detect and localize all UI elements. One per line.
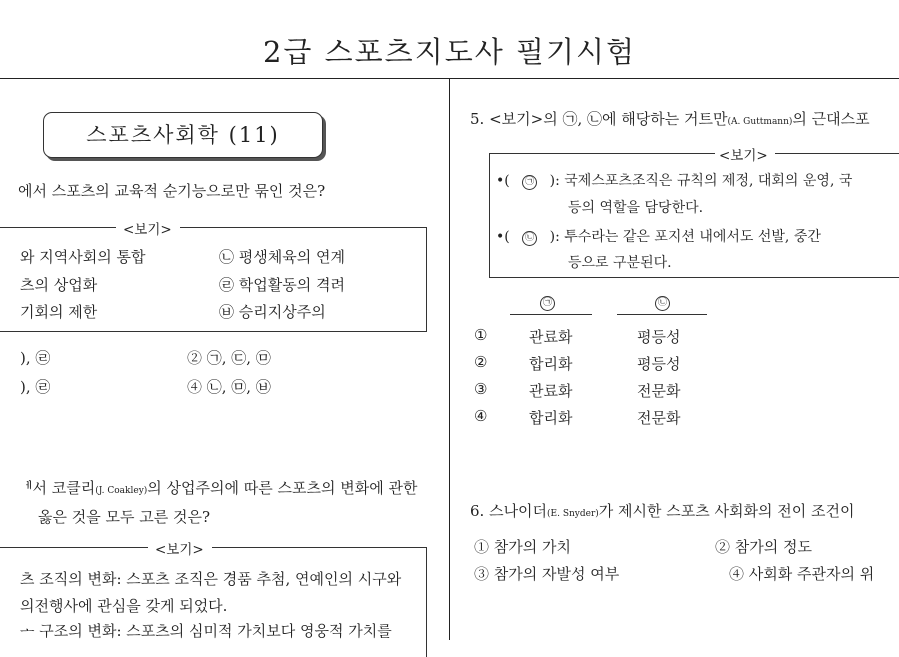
question-5-stem	[470, 108, 870, 129]
box-a-label: <보기>	[120, 218, 175, 238]
question-a-stem: 에서 스포츠의 교육적 순기능으로만 묶인 것은?	[18, 182, 326, 200]
option-6-4[interactable]: ④ 사회화 주관자의 위	[729, 565, 875, 583]
col-b-marker-icon: ㉡	[655, 296, 670, 311]
question-5-stem-b: 의 근대스포	[792, 110, 870, 128]
box-a-item-2-left: 츠의 상업화	[20, 276, 98, 294]
box-5-item-2-open: •(	[496, 229, 510, 245]
box-a-item-3-right: ㉥ 승리지상주의	[219, 303, 326, 321]
box-a-item-2-right: ㉣ 학업활동의 격려	[219, 276, 345, 294]
subject-label: 스포츠사회학 (11)	[43, 112, 323, 158]
box-b-item-3: ᅩ 구조의 변화: 스포츠의 심미적 가치보다 영웅적 가치를	[20, 622, 392, 640]
table-header-a	[540, 295, 555, 311]
question-6-stem-b: 가 제시한 스포츠 사회화의 전이 조건이	[598, 502, 855, 520]
question-6-stem-a: 6. 스나이더	[470, 502, 548, 520]
box-b-label: <보기>	[152, 538, 207, 558]
col-a-marker-icon: ㉠	[540, 296, 555, 311]
box-5-item-1-line-2: 등의 역할을 담당한다.	[568, 200, 704, 216]
option-5-3-b[interactable]: 전문화	[637, 382, 681, 400]
question-5-stem-small: (A. Guttmann)	[727, 117, 793, 127]
option-5-1-num[interactable]: ①	[474, 326, 488, 344]
box-a-item-3-left: 기회의 제한	[20, 303, 98, 321]
option-a-1-right[interactable]: ② ㉠, ㉢, ㉤	[187, 349, 271, 367]
option-5-2-b[interactable]: 평등성	[637, 355, 681, 373]
question-6-stem	[470, 500, 854, 521]
option-5-3-a[interactable]: 관료화	[529, 382, 573, 400]
option-5-2-num[interactable]: ②	[474, 353, 488, 371]
option-6-3[interactable]: ③ 참가의 자발성 여부	[474, 565, 620, 583]
page-title: 2급 스포츠지도사 필기시험	[262, 35, 637, 69]
box-5-item-2-line-2: 등으로 구분된다.	[568, 255, 672, 271]
option-6-2[interactable]: ② 참가의 정도	[715, 538, 812, 556]
question-5-stem-a: 5. <보기>의 ㉠, ㉡에 해당하는 거트만	[470, 110, 728, 128]
option-5-4-b[interactable]: 전문화	[637, 409, 681, 427]
box-a-item-1-right: ㉡ 평생체육의 연계	[219, 248, 345, 266]
marker-1-icon: ㉠	[522, 175, 537, 190]
question-6-stem-small: (E. Snyder)	[547, 509, 599, 519]
box-5-item-2-line-1: ): 투수라는 같은 포지션 내에서도 선발, 중간	[549, 229, 821, 245]
box-5-item-1-open: •(	[496, 173, 510, 189]
question-b-stem-2: 옳은 것을 모두 고른 것은?	[38, 508, 211, 526]
box-a-item-1-left: 와 지역사회의 통합	[20, 248, 146, 266]
question-b-stem-1-a: ᅦ서 코클리	[18, 479, 96, 497]
box-5-item-1-line-1: ): 국제스포츠조직은 규칙의 제정, 대회의 운영, 국	[549, 173, 853, 189]
box-b-item-1: 츠 조직의 변화: 스포츠 조직은 경품 추첨, 연예인의 시구와	[20, 570, 402, 588]
box-b-item-2: 의전행사에 관심을 갖게 되었다.	[20, 597, 228, 615]
question-b-stem-1-rest: 의 상업주의에 따른 스포츠의 변화에 관한	[147, 479, 418, 497]
option-5-1-a[interactable]: 관료화	[529, 328, 573, 346]
question-b-stem-1-small: (J. Coakley)	[95, 486, 148, 496]
question-b-stem-1	[18, 477, 417, 498]
option-5-1-b[interactable]: 평등성	[637, 328, 681, 346]
option-5-4-a[interactable]: 합리화	[529, 409, 573, 427]
option-a-2-right[interactable]: ④ ㉡, ㉤, ㉥	[187, 378, 271, 396]
option-a-1-left[interactable]: ), ㉣	[20, 349, 51, 367]
marker-2-icon: ㉡	[522, 231, 537, 246]
box-5-label: <보기>	[716, 144, 771, 164]
box-5-item-2	[496, 226, 821, 246]
table-header-b-underline	[617, 314, 707, 315]
column-divider	[449, 78, 450, 640]
option-5-3-num[interactable]: ③	[474, 380, 488, 398]
table-header-a-underline	[510, 314, 592, 315]
box-5-item-1	[496, 170, 852, 190]
table-header-b	[655, 295, 670, 311]
option-6-1[interactable]: ① 참가의 가치	[474, 538, 571, 556]
option-5-2-a[interactable]: 합리화	[529, 355, 573, 373]
option-5-4-num[interactable]: ④	[474, 407, 488, 425]
option-a-2-left[interactable]: ), ㉣	[20, 378, 51, 396]
